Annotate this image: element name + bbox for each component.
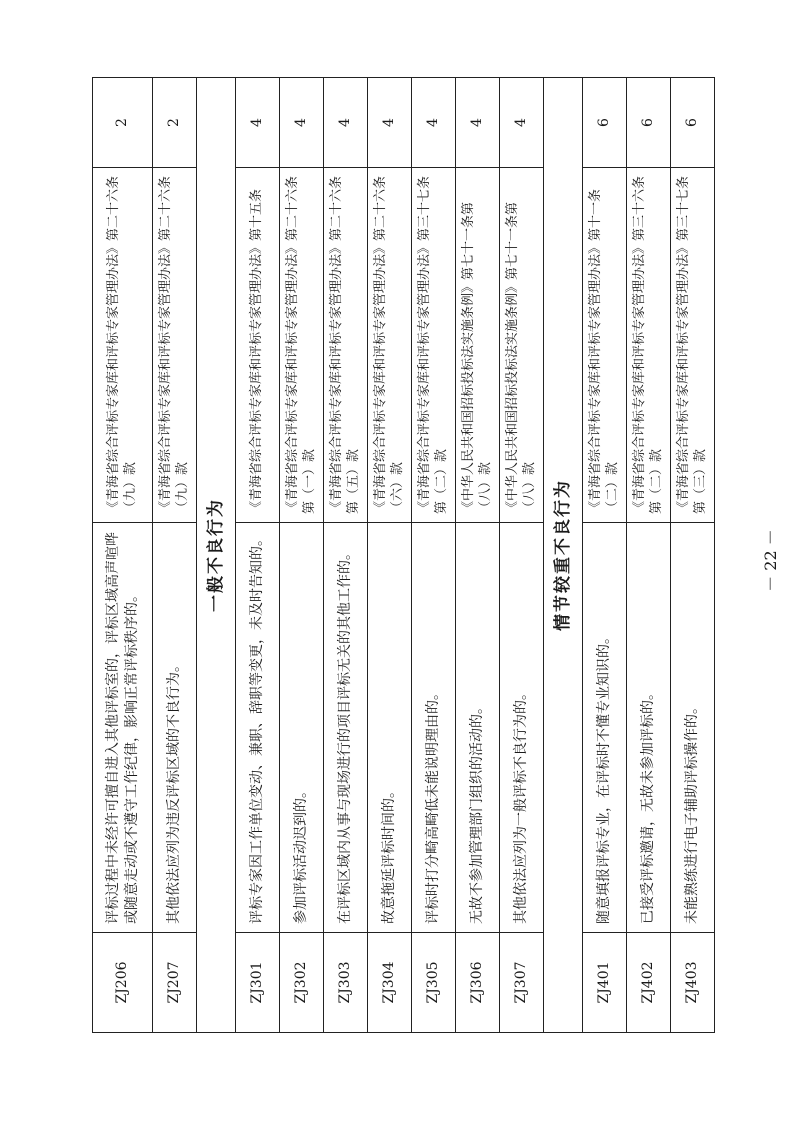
table-row: [153, 78, 197, 1033]
item-code: ZJ403: [671, 933, 715, 1033]
deduction-score: 2: [93, 78, 153, 168]
item-code: ZJ206: [93, 933, 153, 1033]
deduction-score: 4: [236, 78, 280, 168]
item-description: 其他依法应列为一般评标不良行为的。: [500, 523, 544, 933]
item-code: ZJ207: [153, 933, 197, 1033]
legal-basis: 《青海省综合评标专家库和评标专家管理办法》第二十六条（六）款: [368, 168, 412, 523]
legal-basis: 《青海省综合评标专家库和评标专家管理办法》第二十六条（九）款: [93, 168, 153, 523]
legal-basis: 《中华人民共和国招标投标法实施条例》第七十一条第（八）款: [456, 168, 500, 523]
item-description: 在评标区域内从事与现场进行的项目评标无关的其他工作的。: [324, 523, 368, 933]
table-row: [412, 78, 456, 1033]
legal-basis: 《青海省综合评标专家库和评标专家管理办法》第十五条: [236, 168, 280, 523]
deduction-score: 6: [583, 78, 627, 168]
table-row: [280, 78, 324, 1033]
item-description: 已接受评标邀请，无故未参加评标的。: [627, 523, 671, 933]
table-row: [324, 78, 368, 1033]
item-code: ZJ301: [236, 933, 280, 1033]
legal-basis: 《青海省综合评标专家库和评标专家管理办法》第三十六条第（二）款: [627, 168, 671, 523]
table-row: [236, 78, 280, 1033]
deduction-score: 4: [412, 78, 456, 168]
item-code: ZJ402: [627, 933, 671, 1033]
item-description: 评标专家因工作单位变动、兼职、辞职等变更，未及时告知的。: [236, 523, 280, 933]
table-row: [93, 78, 153, 1033]
section-header-row: [197, 78, 236, 1033]
item-description: 未能熟练进行电子辅助评标操作的。: [671, 523, 715, 933]
deduction-score: 6: [671, 78, 715, 168]
deduction-score: 4: [280, 78, 324, 168]
item-description: 随意填报评标专业，在评标时不懂专业知识的。: [583, 523, 627, 933]
legal-basis: 《青海省综合评标专家库和评标专家管理办法》第二十六条（九）款: [153, 168, 197, 523]
legal-basis: 《青海省综合评标专家库和评标专家管理办法》第二十六条第（五）款: [324, 168, 368, 523]
section-header-row: [544, 78, 583, 1033]
legal-basis: 《中华人民共和国招标投标法实施条例》第七十一条第（八）款: [500, 168, 544, 523]
deduction-score: 4: [500, 78, 544, 168]
table-row: [368, 78, 412, 1033]
deduction-score: 6: [627, 78, 671, 168]
legal-basis: 《青海省综合评标专家库和评标专家管理办法》第十一条（二）款: [583, 168, 627, 523]
legal-basis: 《青海省综合评标专家库和评标专家管理办法》第三十七条第（二）款: [412, 168, 456, 523]
deduction-score: 4: [368, 78, 412, 168]
item-description: 其他依法应列为违反评标区域的不良行为。: [153, 523, 197, 933]
item-code: ZJ307: [500, 933, 544, 1033]
table-row: [671, 78, 715, 1033]
item-code: ZJ304: [368, 933, 412, 1033]
item-code: ZJ302: [280, 933, 324, 1033]
table-row: [500, 78, 544, 1033]
legal-basis: 《青海省综合评标专家库和评标专家管理办法》第三十七条第（三）款: [671, 168, 715, 523]
table-row: [583, 78, 627, 1033]
legal-basis: 《青海省综合评标专家库和评标专家管理办法》第二十六条第（一）款: [280, 168, 324, 523]
item-description: 无故不参加管理部门组织的活动的。: [456, 523, 500, 933]
item-description: 评标时打分畸高畸低未能说明理由的。: [412, 523, 456, 933]
table-row: [627, 78, 671, 1033]
item-code: ZJ401: [583, 933, 627, 1033]
page-number: － 22 －: [761, 529, 780, 592]
deduction-score: 4: [456, 78, 500, 168]
section-title: 一般不良行为: [197, 78, 236, 1033]
misconduct-table: [92, 77, 715, 1033]
item-description: 参加评标活动迟到的。: [280, 523, 324, 933]
item-code: ZJ306: [456, 933, 500, 1033]
deduction-score: 4: [324, 78, 368, 168]
section-title: 情节较重不良行为: [544, 78, 583, 1033]
item-code: ZJ305: [412, 933, 456, 1033]
item-description: 评标过程中未经许可擅自进入其他评标室的，评标区域高声喧哗或随意走动或不遵守工作纪律，影响正常评标秩序的。: [93, 523, 153, 933]
deduction-score: 2: [153, 78, 197, 168]
item-code: ZJ303: [324, 933, 368, 1033]
item-description: 故意拖延评标时间的。: [368, 523, 412, 933]
table-row: [456, 78, 500, 1033]
